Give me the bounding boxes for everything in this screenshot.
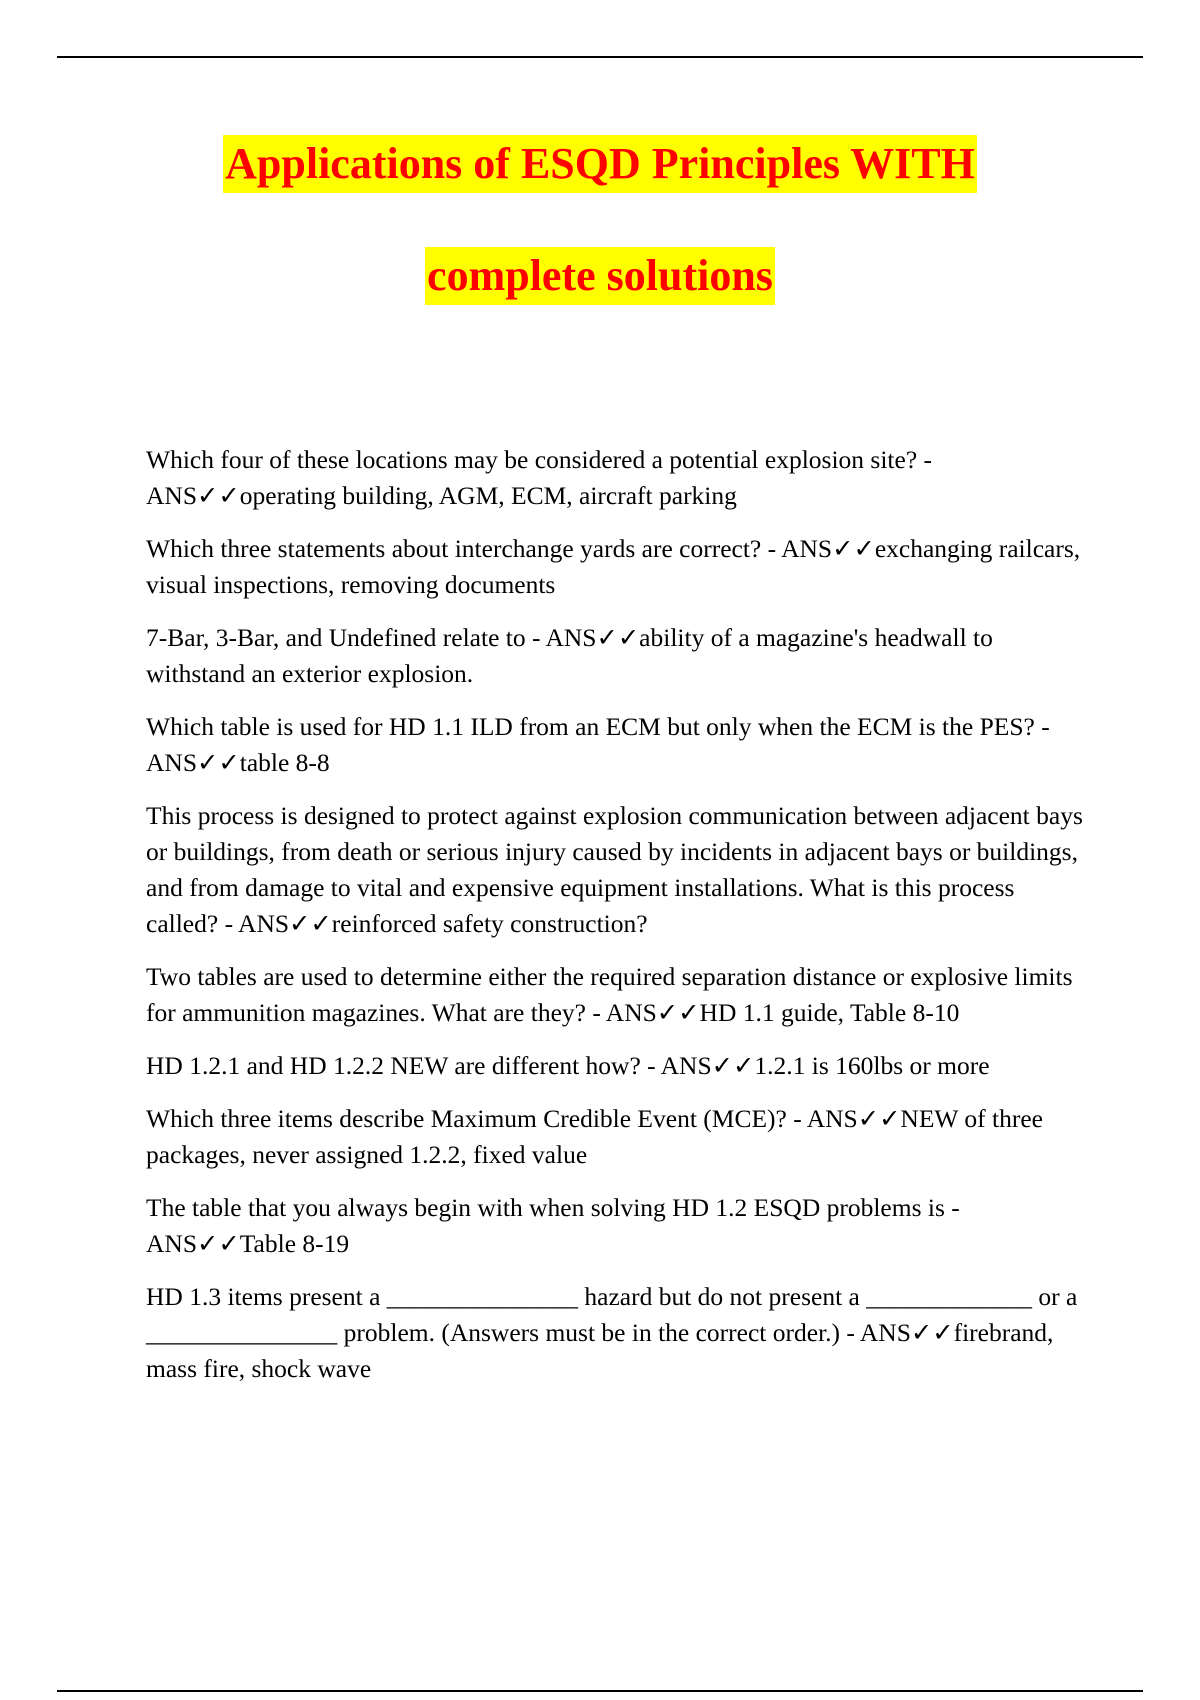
question-text: This process is designed to protect against explosion communication between adjacent bays or buildings, from death or serious injury caused by incidents in adjacent bays or buildings, and from damage to vital and expensive equipment installations. What is this process called? - bbox=[146, 801, 1083, 938]
qa-list bbox=[146, 442, 1091, 1404]
qa-item bbox=[146, 531, 1091, 603]
question-text: Two tables are used to determine either the required separation distance or explosive limits for ammunition magazines. What are they? - bbox=[146, 962, 1073, 1027]
question-text: Which table is used for HD 1.1 ILD from an ECM but only when the ECM is the PES? - bbox=[146, 712, 1050, 741]
qa-item bbox=[146, 709, 1091, 781]
question-text: Which three statements about interchange yards are correct? - bbox=[146, 534, 782, 563]
question-text: HD 1.2.1 and HD 1.2.2 NEW are different how? - bbox=[146, 1051, 661, 1080]
top-rule bbox=[57, 56, 1143, 58]
answer-text: ANS✓✓table 8-8 bbox=[146, 748, 330, 777]
answer-text: ANS✓✓firebrand, mass fire, shock wave bbox=[146, 1318, 1054, 1383]
answer-text: ANS✓✓Table 8-19 bbox=[146, 1229, 350, 1258]
qa-item bbox=[146, 1048, 1091, 1084]
qa-item bbox=[146, 1279, 1091, 1387]
qa-item bbox=[146, 442, 1091, 514]
answer-text: ANS✓✓1.2.1 is 160lbs or more bbox=[660, 1051, 990, 1080]
title-text-1: Applications of ESQD Principles WITH bbox=[223, 135, 977, 193]
title-line-1 bbox=[0, 135, 1200, 193]
answer-text: ANS✓✓exchanging railcars, visual inspections, removing documents bbox=[146, 534, 1081, 599]
question-text: The table that you always begin with when solving HD 1.2 ESQD problems is - bbox=[146, 1193, 960, 1222]
question-text: HD 1.3 items present a _______________ hazard but do not present a _____________ or a _______________ problem. (Answers must be in the correct order.) - bbox=[146, 1282, 1078, 1347]
answer-text: ANS✓✓reinforced safety construction? bbox=[238, 909, 648, 938]
answer-text: ANS✓✓NEW of three packages, never assigned 1.2.2, fixed value bbox=[146, 1104, 1043, 1169]
qa-item bbox=[146, 1190, 1091, 1262]
question-text: Which four of these locations may be considered a potential explosion site? - bbox=[146, 445, 933, 474]
qa-item bbox=[146, 620, 1091, 692]
question-text: 7-Bar, 3-Bar, and Undefined relate to - bbox=[146, 623, 546, 652]
qa-item bbox=[146, 959, 1091, 1031]
document-title bbox=[0, 135, 1200, 305]
title-line-2 bbox=[0, 247, 1200, 305]
title-text-2: complete solutions bbox=[425, 247, 775, 305]
qa-item bbox=[146, 798, 1091, 942]
answer-text: ANS✓✓operating building, AGM, ECM, aircraft parking bbox=[146, 481, 737, 510]
qa-item bbox=[146, 1101, 1091, 1173]
answer-text: ANS✓✓ability of a magazine's headwall to withstand an exterior explosion. bbox=[146, 623, 993, 688]
question-text: Which three items describe Maximum Credible Event (MCE)? - bbox=[146, 1104, 807, 1133]
answer-text: ANS✓✓HD 1.1 guide, Table 8-10 bbox=[605, 998, 960, 1027]
bottom-rule bbox=[57, 1690, 1143, 1692]
